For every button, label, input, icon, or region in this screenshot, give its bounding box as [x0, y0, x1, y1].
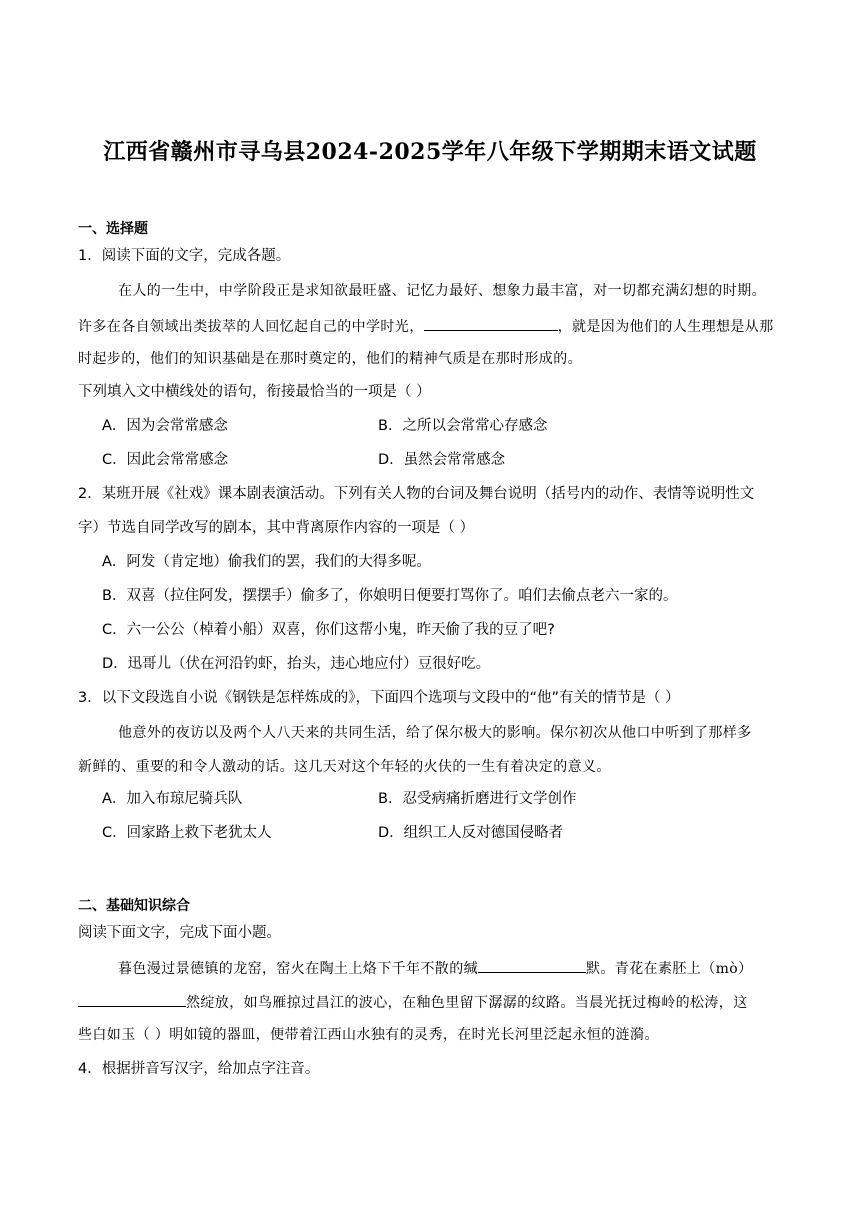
q1-option-c[interactable]: C．因此会常常感念: [102, 452, 229, 468]
q3-option-b[interactable]: B．忍受病痛折磨进行文学创作: [378, 791, 577, 807]
q1-option-b[interactable]: B．之所以会常常心存感念: [378, 418, 548, 434]
q3-passage-line-1: 他意外的夜访以及两个人八天来的共同生活，给了保尔极大的影响。保尔初次从他口中听到了那样多: [118, 725, 752, 741]
section2-passage-line-1a: 暮色漫过景德镇的龙窑，窑火在陶土上烙下千年不散的缄: [118, 961, 478, 977]
q1-passage-line-3: 时起步的，他们的知识基础是在那时奠定的，他们的精神气质是在那时形成的。: [78, 351, 582, 367]
q1-fill-blank: [424, 315, 558, 331]
q1-option-d[interactable]: D．虽然会常常感念: [378, 452, 506, 468]
q3-option-c[interactable]: C．回家路上救下老犹太人: [102, 825, 272, 841]
fill-blank-2: [78, 991, 186, 1007]
q1-option-a[interactable]: A．因为会常常感念: [102, 418, 228, 434]
q2-option-d[interactable]: D．迅哥儿（伏在河沿钓虾，抬头，违心地应付）豆很好吃。: [102, 656, 491, 672]
q2-option-a[interactable]: A．阿发（肯定地）偷我们的罢，我们的大得多呢。: [102, 554, 431, 570]
q4-stem: 4．根据拼音写汉字，给加点字注音。: [78, 1061, 320, 1077]
page-title: 江西省赣州市寻乌县2024-2025学年八年级下学期期末语文试题: [103, 139, 757, 165]
section2-passage-line-2: [78, 991, 800, 1013]
q3-option-a[interactable]: A．加入布琼尼骑兵队: [102, 791, 243, 807]
q1-stem: 1．阅读下面的文字，完成各题。: [78, 248, 291, 264]
q3-option-d[interactable]: D．组织工人反对德国侵略者: [378, 825, 564, 841]
q1-passage-line-1: 在人的一生中，中学阶段正是求知欲最旺盛、记忆力最好、想象力最丰富，对一切都充满幻想的时期。: [118, 283, 766, 299]
q1-passage-line-2: [78, 315, 800, 337]
q1-passage-line-2a: 许多在各自领域出类拔萃的人回忆起自己的中学时光，: [78, 319, 424, 335]
q2-stem-line-2: 字）节选自同学改写的剧本，其中背离原作内容的一项是（ ）: [78, 520, 475, 536]
section2-passage-line-1: [118, 957, 800, 979]
q2-option-c[interactable]: C．六一公公（棹着小船）双喜，你们这帮小鬼，昨天偷了我的豆了吧?: [102, 622, 555, 638]
section-heading-2: 二、基础知识综合: [78, 898, 190, 914]
q3-passage-line-2: 新鲜的、重要的和令人激动的话。这几天对这个年轻的火伕的一生有着决定的意义。: [78, 759, 611, 775]
section2-intro: 阅读下面文字，完成下面小题。: [78, 925, 281, 941]
section-heading-1: 一、选择题: [78, 221, 148, 237]
fill-blank-1: [478, 957, 586, 973]
section2-passage-line-1b: 默。青花在素胚上（mò）: [586, 961, 753, 977]
section2-passage-line-3: 些白如玉（ ）明如镜的器皿，便带着江西山水独有的灵秀，在时光长河里泛起永恒的涟漪。: [78, 1027, 659, 1043]
q2-option-b[interactable]: B．双喜（拉住阿发，摆摆手）偷多了，你娘明日便要打骂你了。咱们去偷点老六一家的。: [102, 588, 678, 604]
q3-stem: 3．以下文段选自小说《钢铁是怎样炼成的》，下面四个选项与文段中的“他”有关的情节是（ ）: [78, 690, 680, 706]
q1-passage-line-2b: ，就是因为他们的人生理想是从那: [557, 319, 774, 335]
q2-stem-line-1: 2．某班开展《社戏》课本剧表演活动。下列有关人物的台词及舞台说明（括号内的动作、表情等说明性文: [78, 486, 755, 502]
q1-question: 下列填入文中横线处的语句，衔接最恰当的一项是（ ）: [78, 384, 431, 400]
section2-passage-line-2-text: 然绽放，如鸟雁掠过昌江的波心，在釉色里留下潺潺的纹路。当晨光抚过梅岭的松涛，这: [186, 995, 748, 1011]
